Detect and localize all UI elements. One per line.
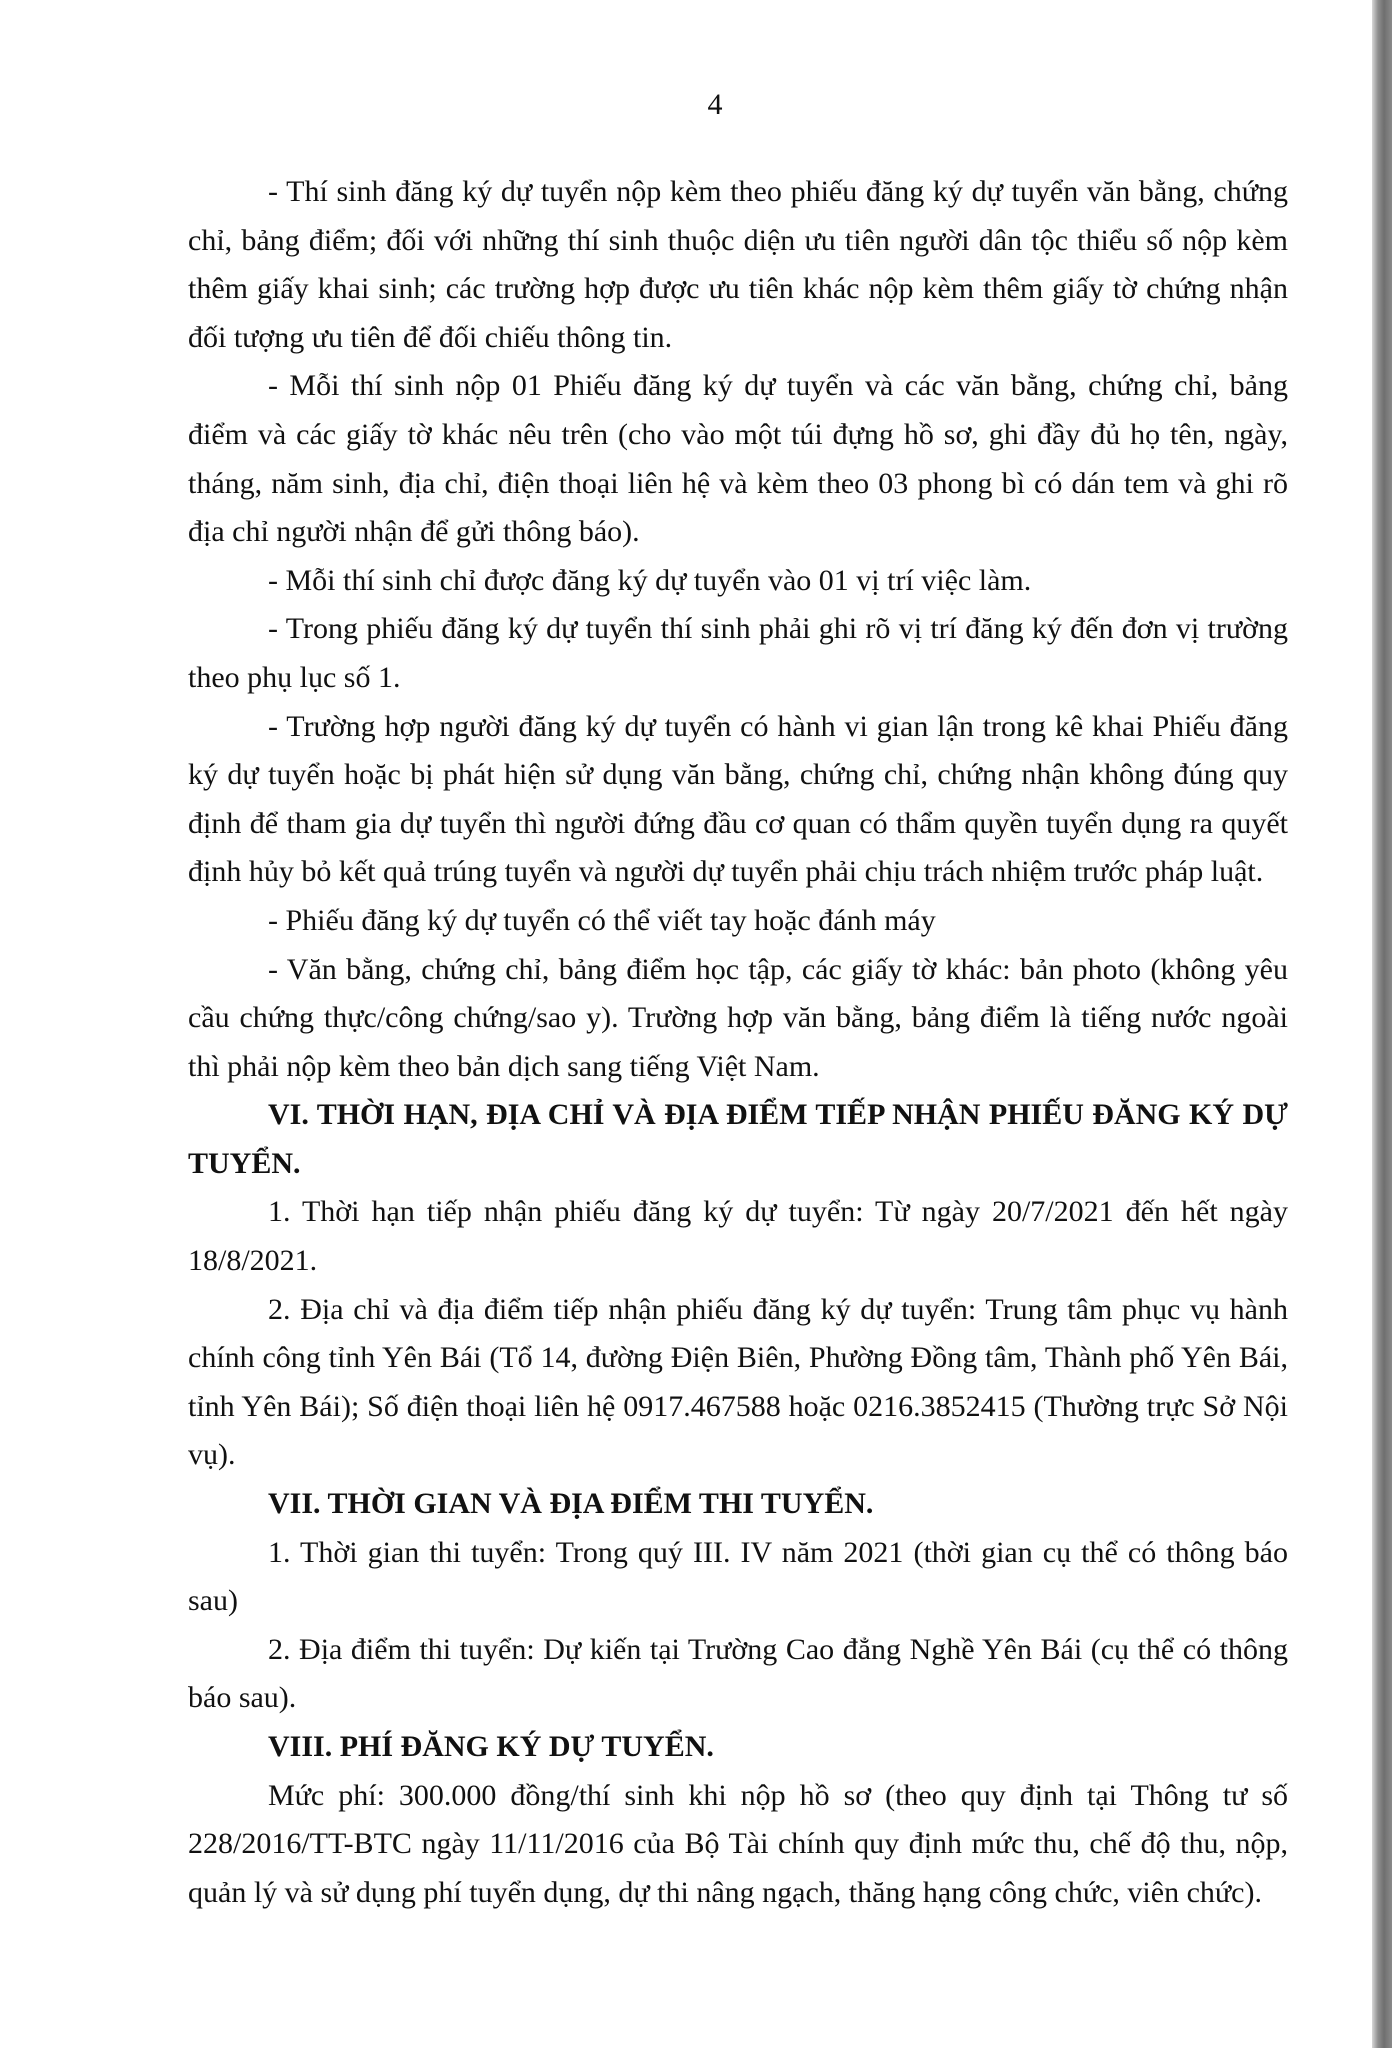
section-heading-viii: VIII. PHÍ ĐĂNG KÝ DỰ TUYỂN. [268,1730,714,1763]
paragraph-exam-time: 1. Thời gian thi tuyển: Trong quý III. IV năm 2021 (thời gian cụ thể có thông báo sau) [188,1535,1288,1618]
paragraph-application-package: - Mỗi thí sinh nộp 01 Phiếu đăng ký dự tuyển và các văn bằng, chứng chỉ, bảng điểm và các giấy tờ khác nêu trên (cho vào một túi đựng hồ sơ, ghi đầy đủ họ tên, ngày, tháng, năm sinh, địa chỉ, điện thoại liên hệ và kèm theo 03 phong bì có dán tem và ghi rõ địa chỉ người nhận để gửi thông báo). [188,369,1288,549]
document-body [188,168,1288,1917]
paragraph-position-note: - Trong phiếu đăng ký dự tuyển thí sinh phải ghi rõ vị trí đăng ký đến đơn vị trường theo phụ lục số 1. [188,612,1288,694]
scan-edge-shadow [1372,0,1392,2048]
paragraph-fraud-clause: - Trường hợp người đăng ký dự tuyển có hành vi gian lận trong kê khai Phiếu đăng ký dự tuyển hoặc bị phát hiện sử dụng văn bằng, chứng chỉ, chứng nhận không đúng quy định để tham gia dự tuyển thì người đứng đầu cơ quan có thẩm quyền tuyển dụng ra quyết định hủy bỏ kết quả trúng tuyển và người dự tuyển phải chịu trách nhiệm trước pháp luật. [188,709,1288,889]
page-number: 4 [707,88,723,121]
paragraph-form-format: - Phiếu đăng ký dự tuyển có thể viết tay hoặc đánh máy [268,903,936,937]
section-heading-vi: VI. THỜI HẠN, ĐỊA CHỈ VÀ ĐỊA ĐIỂM TIẾP NHẬN PHIẾU ĐĂNG KÝ DỰ TUYỂN. [188,1098,1288,1180]
paragraph-deadline: 1. Thời hạn tiếp nhận phiếu đăng ký dự tuyển: Từ ngày 20/7/2021 đến hết ngày 18/8/2021. [188,1195,1288,1278]
paragraph-submission-address: 2. Địa chỉ và địa điểm tiếp nhận phiếu đăng ký dự tuyển: Trung tâm phục vụ hành chính công tỉnh Yên Bái (Tổ 14, đường Điện Biên, Phường Đồng tâm, Thành phố Yên Bái, tỉnh Yên Bái); Số điện thoại liên hệ 0917.467588 hoặc 0216.3852415 (Thường trực Sở Nội vụ). [188,1292,1288,1472]
paragraph-attachments: - Thí sinh đăng ký dự tuyển nộp kèm theo phiếu đăng ký dự tuyển văn bằng, chứng chỉ, bảng điểm; đối với những thí sinh thuộc diện ưu tiên người dân tộc thiểu số nộp kèm thêm giấy khai sinh; các trường hợp được ưu tiên khác nộp kèm thêm giấy tờ chứng nhận đối tượng ưu tiên để đối chiếu thông tin. [188,175,1288,354]
paragraph-single-position: - Mỗi thí sinh chỉ được đăng ký dự tuyển vào 01 vị trí việc làm. [268,563,1032,597]
paragraph-exam-location: 2. Địa điểm thi tuyển: Dự kiến tại Trường Cao đẳng Nghề Yên Bái (cụ thể có thông báo sau). [188,1632,1288,1715]
paragraph-fee: Mức phí: 300.000 đồng/thí sinh khi nộp hồ sơ (theo quy định tại Thông tư số 228/2016/TT-BTC ngày 11/11/2016 của Bộ Tài chính quy định mức thu, chế độ thu, nộp, quản lý và sử dụng phí tuyển dụng, dự thi nâng ngạch, thăng hạng công chức, viên chức). [188,1778,1288,1909]
section-heading-vii: VII. THỜI GIAN VÀ ĐỊA ĐIỂM THI TUYỂN. [268,1487,874,1521]
paragraph-document-copies: - Văn bằng, chứng chỉ, bảng điểm học tập, các giấy tờ khác: bản photo (không yêu cầu chứng thực/công chứng/sao y). Trường hợp văn bằng, bảng điểm là tiếng nước ngoài thì phải nộp kèm theo bản dịch sang tiếng Việt Nam. [188,952,1288,1083]
